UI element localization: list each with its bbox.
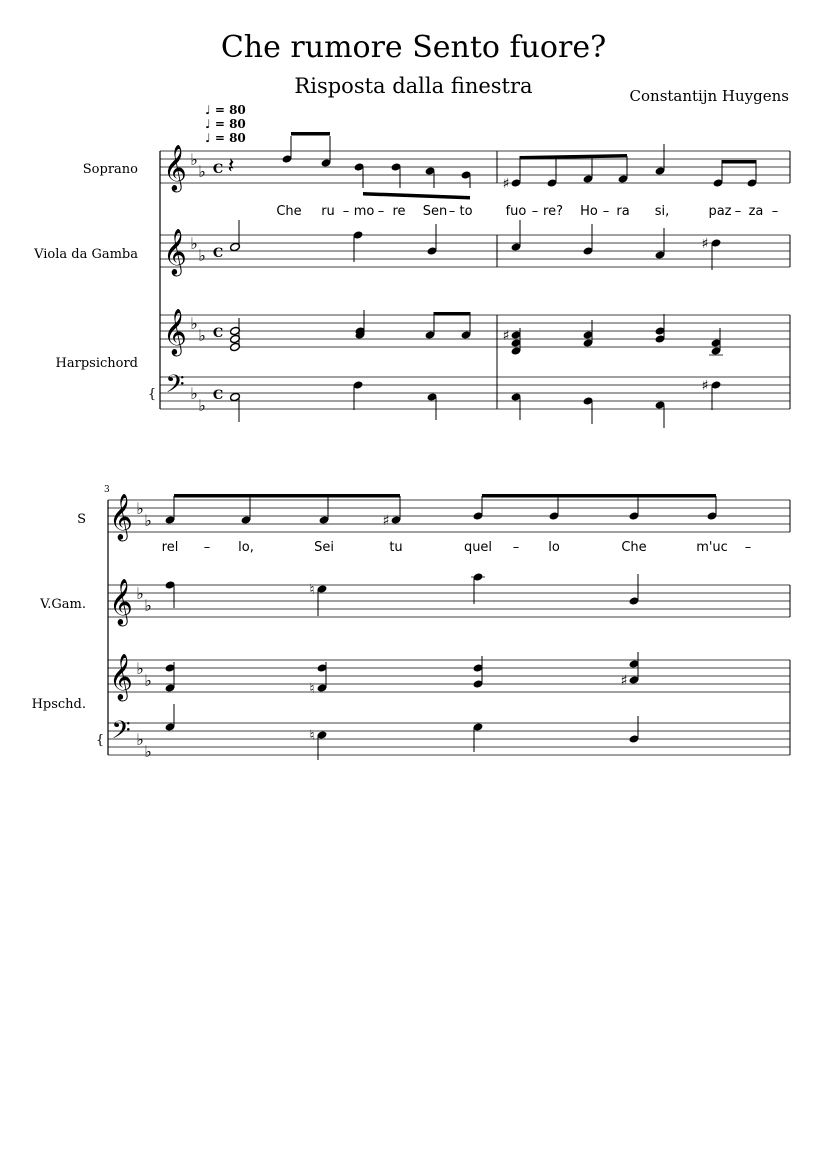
lyric-syllable: Ho xyxy=(580,204,598,219)
flat-key-signature: ♭ xyxy=(190,234,198,253)
beam xyxy=(482,494,716,498)
tempo-mark: ♩ = 80 xyxy=(205,131,246,145)
time-signature: C xyxy=(212,162,224,177)
sharp-accidental: ♯ xyxy=(502,176,510,192)
lyric-syllable: ru xyxy=(321,204,335,219)
beam xyxy=(291,132,330,136)
flat-key-signature: ♭ xyxy=(144,511,152,530)
flat-key-signature: ♭ xyxy=(136,730,144,749)
lyric-syllable: lo xyxy=(548,540,560,555)
lyric-syllable: paz xyxy=(708,204,732,219)
lyric-syllable: Che xyxy=(621,540,647,555)
measure-number: 3 xyxy=(104,485,110,495)
instrument-name-harpsichord-short: Hpschd. xyxy=(31,697,86,712)
lyric-syllable: Che xyxy=(276,204,302,219)
instrument-name-soprano-short: S xyxy=(77,512,86,527)
flat-key-signature: ♭ xyxy=(144,671,152,690)
flat-key-signature: ♭ xyxy=(136,499,144,518)
lyric-syllable: quel xyxy=(463,540,493,555)
lyric-syllable: – xyxy=(744,540,752,555)
lyric-syllable: – xyxy=(448,204,456,219)
lyric-syllable: – xyxy=(531,204,539,219)
beam xyxy=(363,192,470,200)
natural-accidental: ♮ xyxy=(309,728,315,744)
natural-accidental: ♮ xyxy=(309,582,315,598)
flat-key-signature: ♭ xyxy=(198,396,206,415)
flat-key-signature: ♭ xyxy=(198,326,206,345)
lyric-syllable: si, xyxy=(654,204,670,219)
time-signature: C xyxy=(212,388,224,403)
flat-key-signature: ♭ xyxy=(136,659,144,678)
tempo-mark: ♩ = 80 xyxy=(205,103,246,117)
grand-staff-brace: { xyxy=(147,387,157,402)
lyric-syllable: lo, xyxy=(238,540,254,555)
flat-key-signature: ♭ xyxy=(144,596,152,615)
lyric-syllable: tu xyxy=(389,540,403,555)
lyric-syllable: re xyxy=(392,204,406,219)
lyric-syllable: – xyxy=(734,204,742,219)
flat-key-signature: ♭ xyxy=(144,742,152,761)
flat-key-signature: ♭ xyxy=(198,162,206,181)
score-title: Che rumore Sento fuore? xyxy=(220,30,607,65)
lyric-syllable: rel xyxy=(161,540,179,555)
flat-key-signature: ♭ xyxy=(136,584,144,603)
instrument-name-viola: Viola da Gamba xyxy=(34,247,138,262)
treble-clef-icon: 𝄞 xyxy=(163,229,187,275)
flat-key-signature: ♭ xyxy=(198,246,206,265)
time-signature: C xyxy=(212,246,224,261)
flat-key-signature: ♭ xyxy=(190,384,198,403)
lyric-syllable: – xyxy=(512,540,520,555)
beam xyxy=(434,312,470,316)
lyric-syllable: to xyxy=(459,204,473,219)
lyric-syllable: m'uc xyxy=(696,540,728,555)
lyric-syllable: ra xyxy=(616,204,630,219)
bass-clef-icon: 𝄢 xyxy=(111,716,131,751)
quarter-rest: 𝄽 xyxy=(227,154,235,179)
lyric-syllable: – xyxy=(342,204,350,219)
sharp-accidental: ♯ xyxy=(382,513,390,529)
lyric-syllable: mo xyxy=(353,204,375,219)
staff-notation xyxy=(96,132,790,761)
natural-accidental: ♮ xyxy=(309,681,315,697)
lyric-syllable: – xyxy=(203,540,211,555)
sharp-accidental: ♯ xyxy=(701,378,709,394)
lyric-syllable: re? xyxy=(543,204,563,219)
lyric-syllable: Sei xyxy=(314,540,334,555)
lyric-syllable: za xyxy=(748,204,764,219)
flat-key-signature: ♭ xyxy=(190,150,198,169)
beam xyxy=(174,494,400,498)
treble-clef-icon: 𝄞 xyxy=(109,579,133,625)
treble-clef-icon: 𝄞 xyxy=(163,309,187,355)
lyric-syllable: – xyxy=(771,204,779,219)
instrument-name-harpsichord: Harpsichord xyxy=(55,356,138,371)
lyric-syllable: Sen xyxy=(422,204,448,219)
instrument-name-soprano: Soprano xyxy=(82,162,138,177)
composer-name: Constantijn Huygens xyxy=(629,87,789,105)
instrument-name-viola-short: V.Gam. xyxy=(40,597,86,612)
sharp-accidental: ♯ xyxy=(502,328,510,344)
flat-key-signature: ♭ xyxy=(190,314,198,333)
tempo-mark: ♩ = 80 xyxy=(205,117,246,131)
lyric-syllable: – xyxy=(377,204,385,219)
sharp-accidental: ♯ xyxy=(701,236,709,252)
grand-staff-brace: { xyxy=(95,733,105,748)
lyric-syllable: – xyxy=(602,204,610,219)
time-signature: C xyxy=(212,326,224,341)
bass-clef-icon: 𝄢 xyxy=(165,370,185,405)
sharp-accidental: ♯ xyxy=(620,673,628,689)
score-subtitle: Risposta dalla finestra xyxy=(294,74,533,98)
treble-clef-icon: 𝄞 xyxy=(163,145,187,191)
treble-clef-icon: 𝄞 xyxy=(109,654,133,700)
treble-clef-icon: 𝄞 xyxy=(109,494,133,540)
beam xyxy=(722,160,756,164)
lyric-syllable: fuo xyxy=(505,204,527,219)
